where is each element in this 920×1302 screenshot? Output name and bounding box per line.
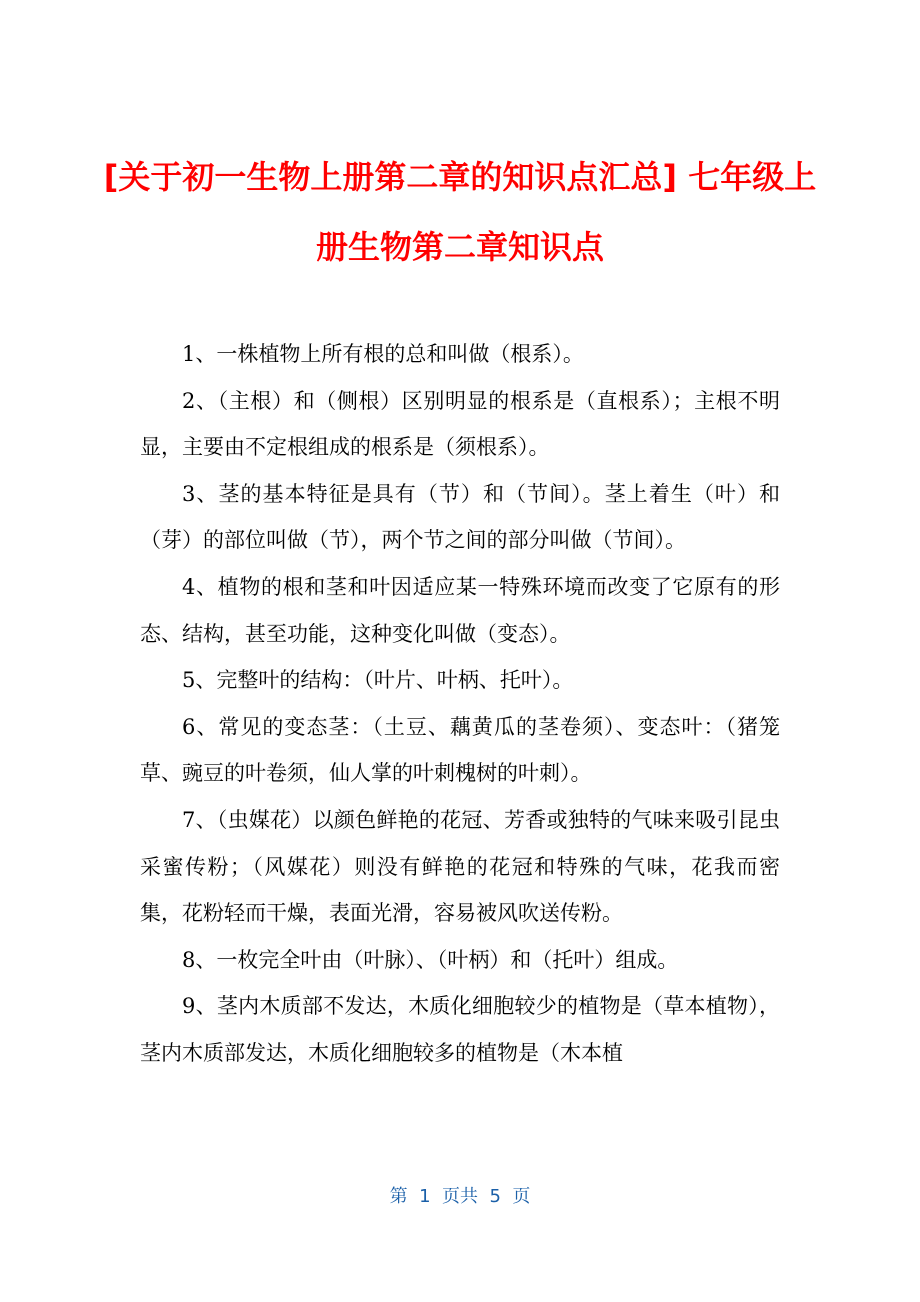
paragraph: 9、茎内木质部不发达，木质化细胞较少的植物是（草本植物），茎内木质部发达，木质化细胞较多的植物是（木本植 [140, 994, 780, 1065]
document-body [140, 331, 780, 1077]
paragraph: 3、茎的基本特征是具有（节）和（节间）。茎上着生（叶）和（芽）的部位叫做（节），两个节之间的部分叫做（节间）。 [140, 481, 780, 553]
paragraph: 6、常见的变态茎：（土豆、藕黄瓜的茎卷须）、变态叶：（猪笼草、豌豆的叶卷须，仙人掌的叶刺槐树的叶刺）。 [140, 714, 780, 786]
paragraph: 4、植物的根和茎和叶因适应某一特殊环境而改变了它原有的形态、结构，甚至功能，这种变化叫做（变态）。 [140, 574, 780, 646]
document-title: [关于初一生物上册第二章的知识点汇总] 七年级上册生物第二章知识点 [103, 158, 817, 266]
paragraph: 2、（主根）和（侧根）区别明显的根系是（直根系）；主根不明显，主要由不定根组成的根系是（须根系）。 [140, 388, 780, 460]
page-number-footer: 第 1 页共 5 页 [389, 1186, 531, 1207]
paragraph: 1、一株植物上所有根的总和叫做（根系）。 [182, 342, 584, 366]
paragraph: 5、完整叶的结构：（叶片、叶柄、托叶）。 [182, 668, 574, 693]
paragraph: 8、一枚完全叶由（叶脉）、（叶柄）和（托叶）组成。 [182, 947, 679, 972]
paragraph: 7、（虫媒花）以颜色鲜艳的花冠、芳香或独特的气味来吸引昆虫采蜜传粉；（风媒花）则没有鲜艳的花冠和特殊的气味，花我而密集，花粉轻而干燥，表面光滑，容易被风吹送传粉。 [140, 807, 780, 926]
